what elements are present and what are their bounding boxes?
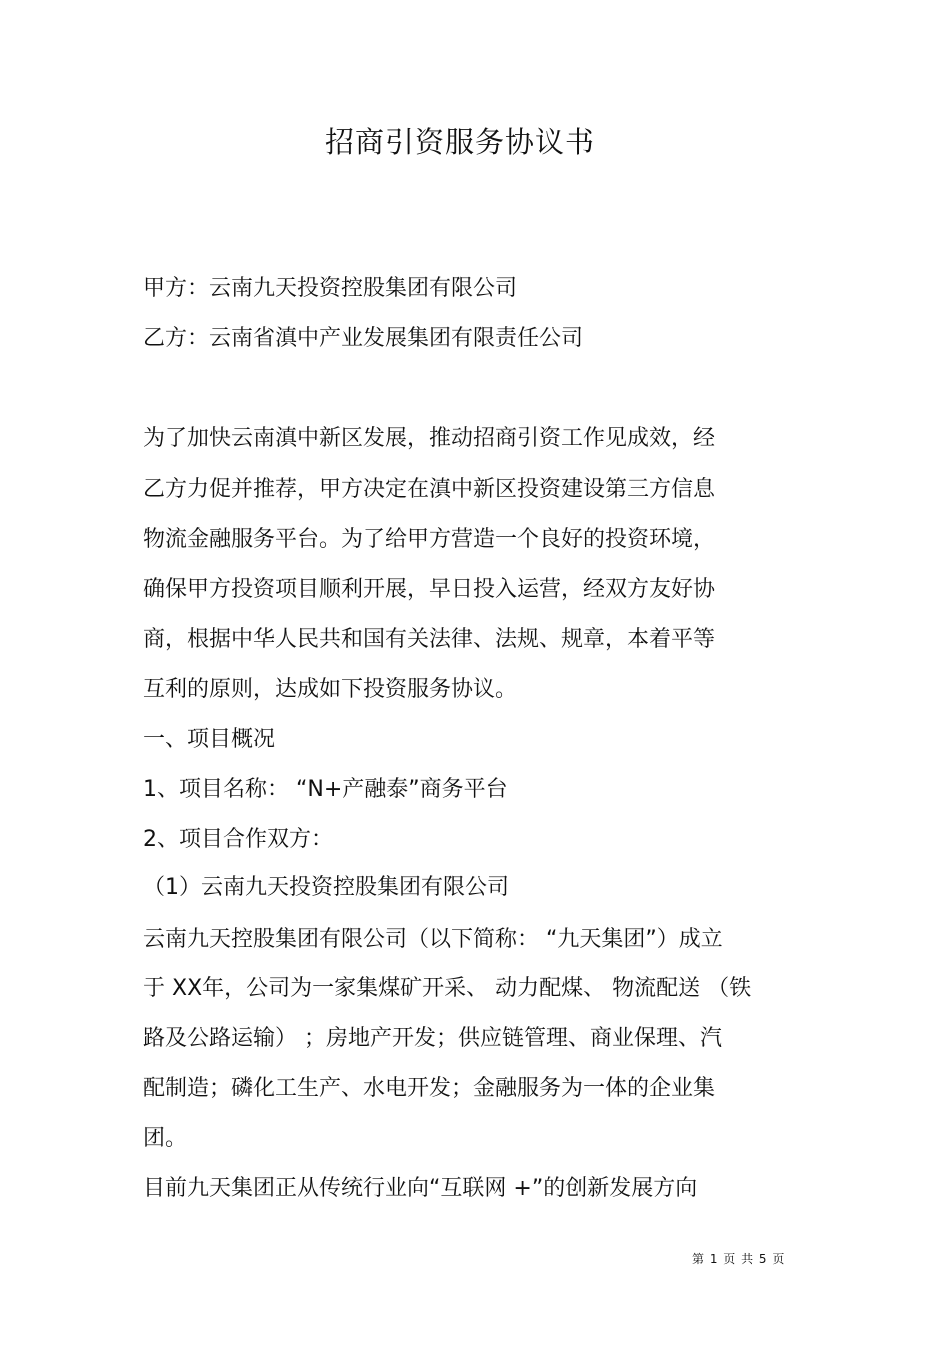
item-project-name: 1、项目名称： “N+产融泰”商务平台 — [143, 777, 508, 802]
intro-line: 确保甲方投资项目顺利开展，早日投入运营，经双方友好协 — [143, 577, 716, 602]
intro-line: 乙方力促并推荐，甲方决定在滇中新区投资建设第三方信息 — [143, 477, 716, 502]
party-a-line: 甲方：云南九天投资控股集团有限公司 — [143, 276, 518, 301]
intro-line: 商，根据中华人民共和国有关法律、法规、规章，本着平等 — [143, 627, 716, 652]
document-title: 招商引资服务协议书 — [324, 125, 595, 159]
party-b-line: 乙方：云南省滇中产业发展集团有限责任公司 — [143, 326, 584, 351]
company-description-line: 路及公路运输） ；房地产开发；供应链管理、商业保理、汽 — [143, 1026, 722, 1051]
company-description-line: 于 XX年，公司为一家集煤矿开采、 动力配煤、 物流配送 （铁 — [143, 976, 752, 1001]
page-number-footer: 第 1 页 共 5 页 — [692, 1252, 786, 1266]
section-heading: 一、项目概况 — [143, 727, 276, 752]
intro-line: 互利的原则，达成如下投资服务协议。 — [143, 677, 518, 702]
intro-line: 物流金融服务平台。为了给甲方营造一个良好的投资环境， — [143, 527, 716, 552]
item-parties: 2、项目合作双方： — [143, 827, 333, 852]
company-description-line: 云南九天控股集团有限公司（以下简称： “九天集团”）成立 — [143, 927, 723, 952]
company-description-line: 团。 — [143, 1126, 188, 1151]
company-description-line: 配制造；磷化工生产、水电开发；金融服务为一体的企业集 — [143, 1076, 716, 1101]
sub-item-party-1: （1）云南九天投资控股集团有限公司 — [143, 875, 509, 900]
development-line: 目前九天集团正从传统行业向“互联网 +”的创新发展方向 — [143, 1176, 698, 1201]
intro-line: 为了加快云南滇中新区发展，推动招商引资工作见成效，经 — [143, 426, 716, 451]
